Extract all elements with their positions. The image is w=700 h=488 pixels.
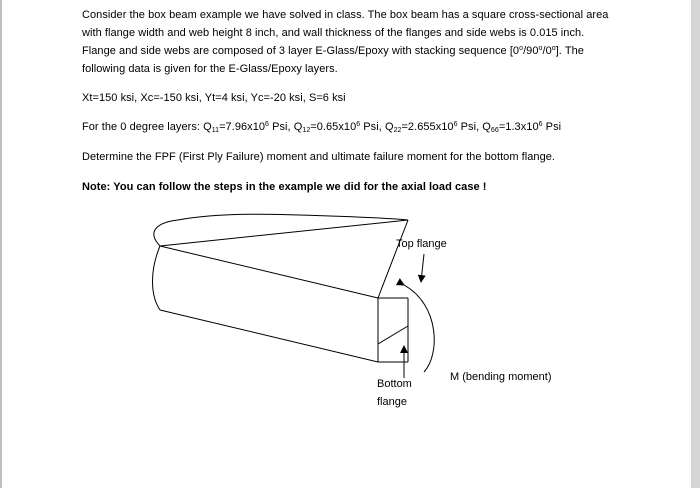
top-flange-label: Top flange	[396, 238, 447, 250]
beam-left-end-curve	[153, 246, 161, 310]
stiffness-data: For the 0 degree layers: $Q_{11}=7.96x10^6$ Psi, $Q_{12}=0.65x10^6$ Psi, $Q_{22}=2.655x10^6$ Psi, $Q_{66}=1.3x10^6$ Psi	[82, 121, 562, 134]
beam-end-diagonal	[378, 326, 408, 344]
intro-line-1: Consider the box beam example we have solved in class. The box beam has a square cross-sectional area	[82, 9, 609, 21]
bottom-flange-label-2: flange	[377, 396, 407, 408]
intro-line-4: following data is given for the E-Glass/Epoxy layers.	[82, 63, 338, 75]
top-flange-leader	[421, 254, 424, 282]
task-statement: Determine the FPF (First Ply Failure) moment and ultimate failure moment for the bottom flange.	[82, 151, 556, 163]
beam-cut-curve	[178, 214, 408, 220]
intro-line-3: Flange and side webs are composed of 3 layer E-Glass/Epoxy with stacking sequence [0$^o$/90$^o$/0$^o$]. The	[82, 45, 584, 57]
beam-top-right-edge	[378, 220, 408, 298]
beam-top-back-edge	[160, 220, 408, 246]
strength-data: Xt=150 ksi, Xc=-150 ksi, Yt=4 ksi, Yc=-20 ksi, S=6 ksi	[82, 92, 346, 104]
intro-line-2: with flange width and web height 8 inch, and wall thickness of the flanges and side webs is 0.015 inch.	[82, 27, 585, 39]
bottom-flange-label: Bottom	[377, 378, 412, 390]
bending-moment-arrow	[404, 285, 434, 372]
bending-moment-label: M (bending moment)	[450, 371, 552, 383]
beam-section-cutline	[154, 220, 178, 246]
beam-bottom-front-edge	[160, 310, 378, 362]
note-statement: Note: You can follow the steps in the example we did for the axial load case !	[82, 181, 487, 193]
beam-top-front-edge	[160, 246, 378, 298]
